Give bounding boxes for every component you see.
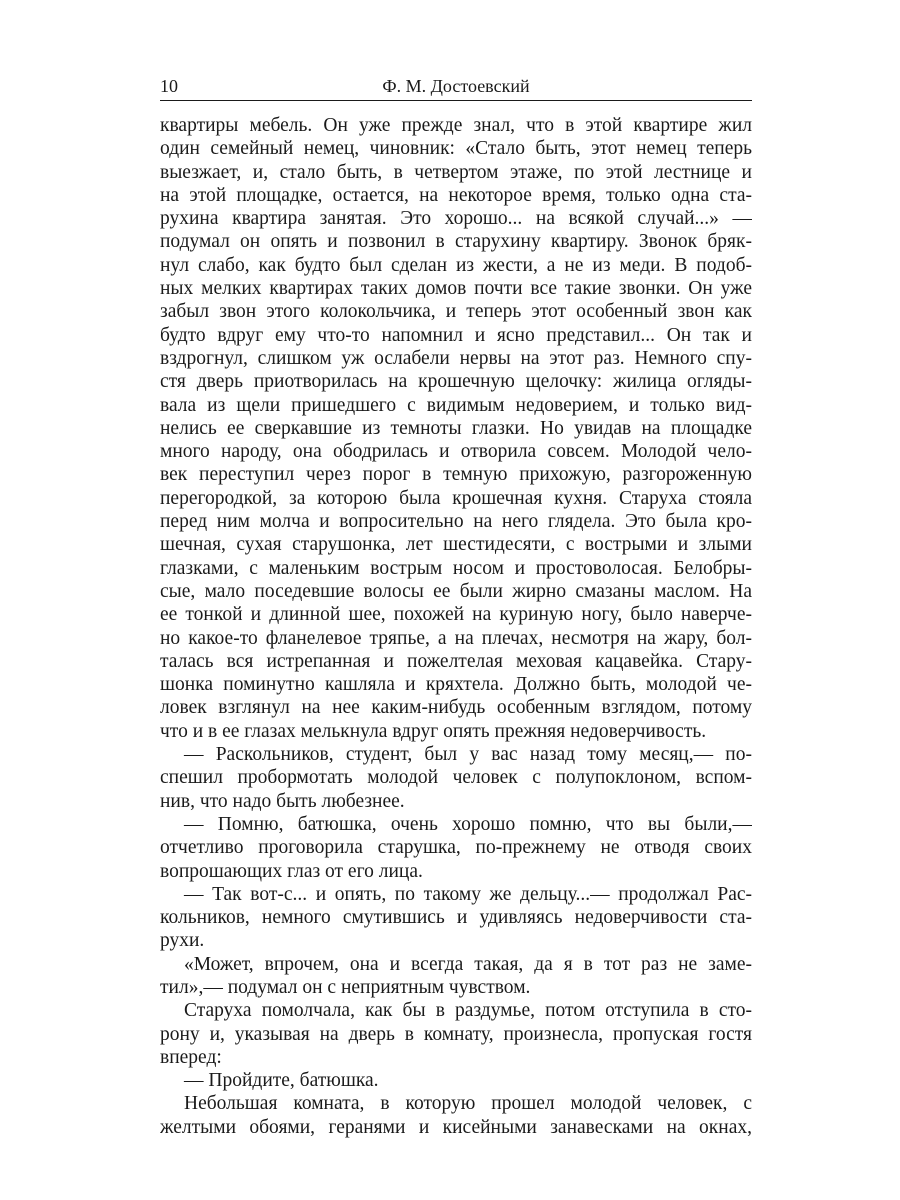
text-line: вопрошающих глаз от его лица.	[160, 860, 423, 882]
text-line: «Может, впрочем, она и всегда такая, да я в тот раз не заме-	[184, 953, 752, 975]
text-line: перегородкой, за которою была крошечная кухня. Старуха стояла	[160, 487, 752, 509]
text-line: сые, мало поседевшие волосы ее были жирно смазаны маслом. На	[160, 580, 752, 602]
text-line: Старуха помолчала, как бы в раздумье, потом отступила в сто-	[184, 1000, 752, 1022]
page-number: 10	[160, 76, 178, 96]
text-line: Небольшая комната, в которую прошел молодой человек, с	[184, 1093, 752, 1115]
text-line: ных мелких квартирах таких домов почти все такие звонки. Он уже	[160, 278, 752, 300]
text-line: рону и, указывая на дверь в комнату, произнесла, пропуская гостя	[160, 1023, 752, 1045]
text-line: но какое-то фланелевое тряпье, а на плечах, несмотря на жару, бол-	[160, 627, 752, 649]
text-line: рухина квартира занятая. Это хорошо... на всякой случай...» —	[160, 208, 752, 230]
text-line: — Так вот-с... и опять, по такому же дельцу...— продолжал Рас-	[184, 883, 752, 905]
text-line: талась вся истрепанная и пожелтелая меховая кацавейка. Стару-	[160, 650, 752, 672]
text-line: нул слабо, как будто был сделан из жести, а не из меди. В подоб-	[160, 254, 752, 276]
text-line: вперед:	[160, 1046, 222, 1068]
text-line: квартиры мебель. Он уже прежде знал, что в этой квартире жил	[160, 115, 752, 136]
text-line: подумал он опять и позвонил в старухину квартиру. Звонок бряк-	[160, 231, 752, 253]
text-line: век переступил через порог в темную прихожую, разгороженную	[160, 464, 752, 486]
text-line: спешил пробормотать молодой человек с полупоклоном, вспом-	[160, 767, 752, 789]
text-line: тил»,— подумал он с неприятным чувством.	[160, 976, 531, 998]
running-head: Ф. М. Достоевский	[382, 76, 530, 96]
text-line: нив, что надо быть любезнее.	[160, 790, 405, 812]
text-line: выезжает, и, стало быть, в четвертом этаже, по этой лестнице и	[160, 161, 752, 183]
body-text	[160, 114, 752, 1139]
text-line: рухи.	[160, 930, 205, 952]
page-header	[160, 76, 752, 101]
text-line: много народу, она ободрилась и отворила совсем. Молодой чело-	[160, 441, 752, 463]
text-line: — Помню, батюшка, очень хорошо помню, что вы были,—	[184, 813, 752, 835]
text-line: нелись ее сверкавшие из темноты глазки. Но увидав на площадке	[160, 417, 752, 439]
text-line: перед ним молча и вопросительно на него глядела. Это была кро-	[160, 511, 752, 533]
text-line: один семейный немец, чиновник: «Стало быть, этот немец теперь	[160, 138, 752, 160]
text-line: глазками, с маленьким вострым носом и простоволосая. Белобры-	[160, 557, 752, 579]
text-line: что и в ее глазах мелькнула вдруг опять прежняя недоверчивость.	[160, 720, 707, 742]
text-line: на этой площадке, остается, на некоторое время, только одна ста-	[160, 184, 752, 206]
text-line: шечная, сухая старушонка, лет шестидесяти, с вострыми и злыми	[160, 534, 752, 556]
text-line: отчетливо проговорила старушка, по-прежнему не отводя своих	[160, 837, 752, 859]
text-line: вала из щели пришедшего с видимым недоверием, и только вид-	[160, 394, 752, 416]
text-line: будто вдруг ему что-то напомнил и ясно представил... Он так и	[160, 324, 752, 346]
text-line: шонка поминутно кашляла и кряхтела. Должно быть, молодой че-	[160, 674, 752, 696]
text-line: — Пройдите, батюшка.	[184, 1070, 379, 1092]
text-line: ловек взглянул на нее каким-нибудь особенным взглядом, потому	[160, 697, 752, 719]
text-line: вздрогнул, слишком уж ослабели нервы на этот раз. Немного спу-	[160, 347, 752, 369]
text-line: — Раскольников, студент, был у вас назад тому месяц,— по-	[184, 744, 752, 766]
text-line: забыл звон этого колокольчика, и теперь этот особенный звон как	[160, 301, 752, 323]
text-line: стя дверь приотворилась на крошечную щелочку: жилица огляды-	[160, 371, 752, 393]
text-line: ее тонкой и длинной шее, похожей на куриную ногу, было наверче-	[160, 604, 752, 626]
text-line: желтыми обоями, геранями и кисейными занавесками на окнах,	[160, 1116, 752, 1138]
text-line: кольников, немного смутившись и удивляясь недоверчивости ста-	[160, 907, 752, 929]
